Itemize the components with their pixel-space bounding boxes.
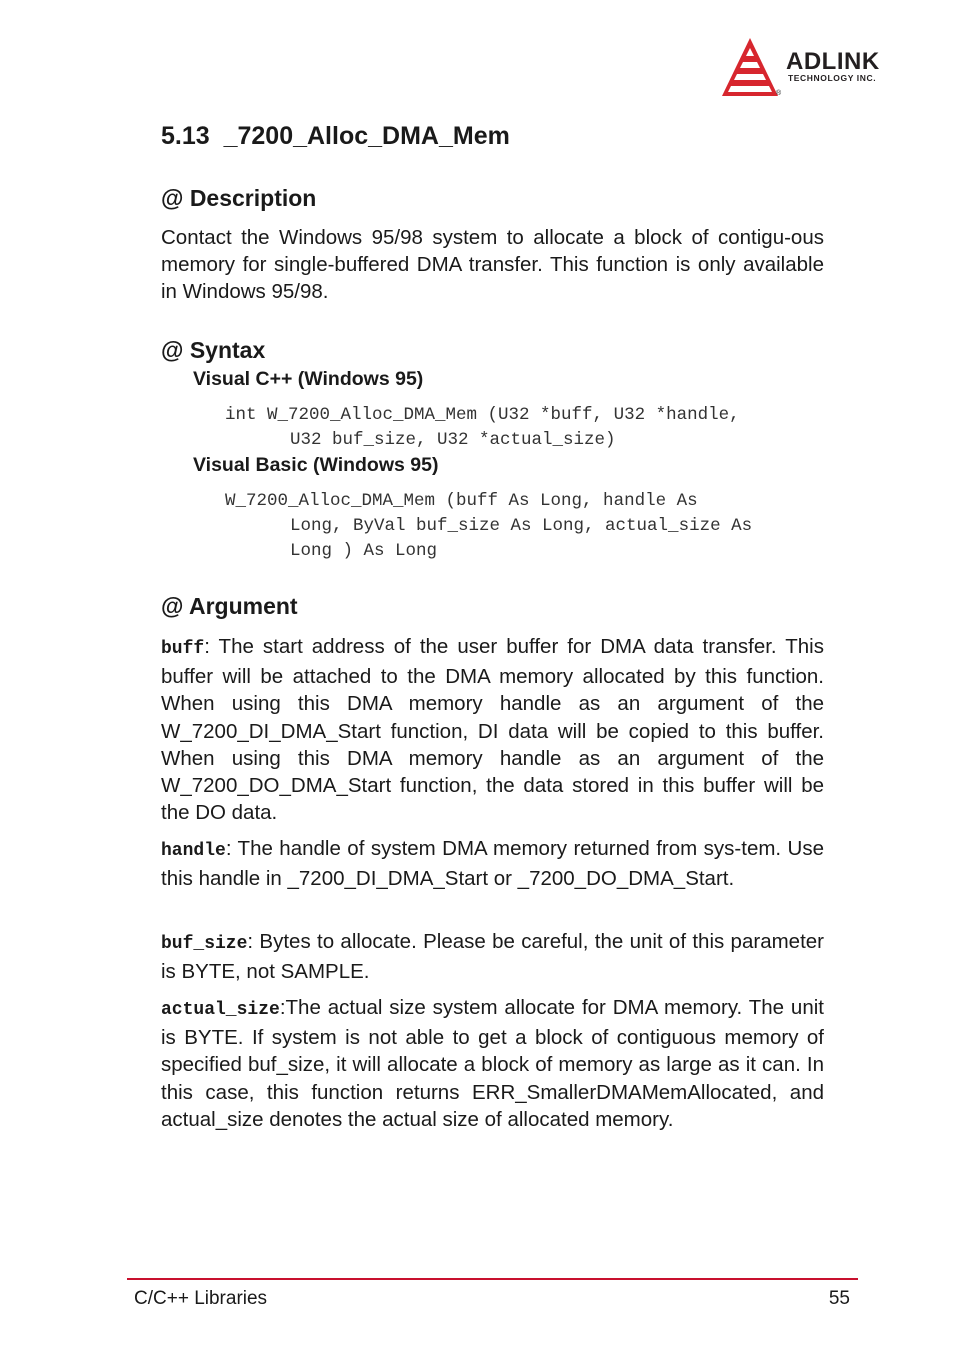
argument-handle <box>161 835 824 892</box>
section-title <box>161 120 510 152</box>
argument-text: :The actual size system allocate for DMA memory. The unit is BYTE. If system is not able to get a block of contiguous memory of specified buf_size, it will allocate a block of memory as large as it can. In this case, this function returns ERR_SmallerDMAMemAllocated, and actual_size denotes the actual size of allocated memory. <box>161 996 824 1131</box>
vb-code-line-2: Long, ByVal buf_size As Long, actual_size As <box>290 516 753 536</box>
vb-heading: Visual Basic (Windows 95) <box>193 454 439 476</box>
vc-heading: Visual C++ (Windows 95) <box>193 368 424 390</box>
adlink-triangle-icon <box>722 38 782 100</box>
logo-brand-text: ADLINK <box>786 48 880 75</box>
argument-text: : The handle of system DMA memory returned from sys-tem. Use this handle in _7200_DI_DMA_Start or _7200_DO_DMA_Start. <box>161 837 824 891</box>
argument-buff <box>161 633 824 826</box>
page-number: 55 <box>828 1288 850 1309</box>
argument-term: handle <box>161 841 226 861</box>
vb-code-line-3: Long ) As Long <box>290 541 438 561</box>
argument-term: buf_size <box>161 934 248 954</box>
section-number: 5.13 <box>161 122 210 150</box>
footer-chapter: C/C++ Libraries <box>134 1288 268 1309</box>
section-title-text: _7200_Alloc_DMA_Mem <box>223 122 510 150</box>
argument-buf-size <box>161 928 824 985</box>
vc-code-block <box>225 403 825 453</box>
syntax-heading: @ Syntax <box>161 337 266 363</box>
logo-subtitle-text: TECHNOLOGY INC. <box>788 73 877 83</box>
vc-code-line-1: int W_7200_Alloc_DMA_Mem (U32 *buff, U32 *handle, <box>225 405 740 425</box>
adlink-logo <box>722 38 922 100</box>
argument-actual-size <box>161 994 824 1133</box>
footer-divider <box>127 1278 858 1280</box>
description-text: Contact the Windows 95/98 system to allocate a block of contigu-ous memory for single-buffered DMA transfer. This function is only available in Windows 95/98. <box>161 226 824 304</box>
argument-text: : The start address of the user buffer for DMA data transfer. This buffer will be attached to the DMA memory allocated by this function. When using this DMA memory handle as an argument of the W_7200_DI_DMA_Start function, DI data will be copied to this buffer. When using this DMA memory handle as an argument of the W_7200_DO_DMA_Start function, the data stored in this buffer will be the DO data. <box>161 635 824 825</box>
argument-text: : Bytes to allocate. Please be careful, the unit of this parameter is BYTE, not SAMPLE. <box>161 930 824 984</box>
argument-term: buff <box>161 639 205 659</box>
argument-term: actual_size <box>161 1000 280 1020</box>
registered-mark: ® <box>776 90 782 97</box>
vb-code-block <box>225 489 825 564</box>
vb-code-line-1: W_7200_Alloc_DMA_Mem (buff As Long, handle As <box>225 491 698 511</box>
vc-code-line-2: U32 buf_size, U32 *actual_size) <box>290 430 616 450</box>
description-heading: @ Description <box>161 185 317 211</box>
argument-heading: @ Argument <box>161 593 298 619</box>
